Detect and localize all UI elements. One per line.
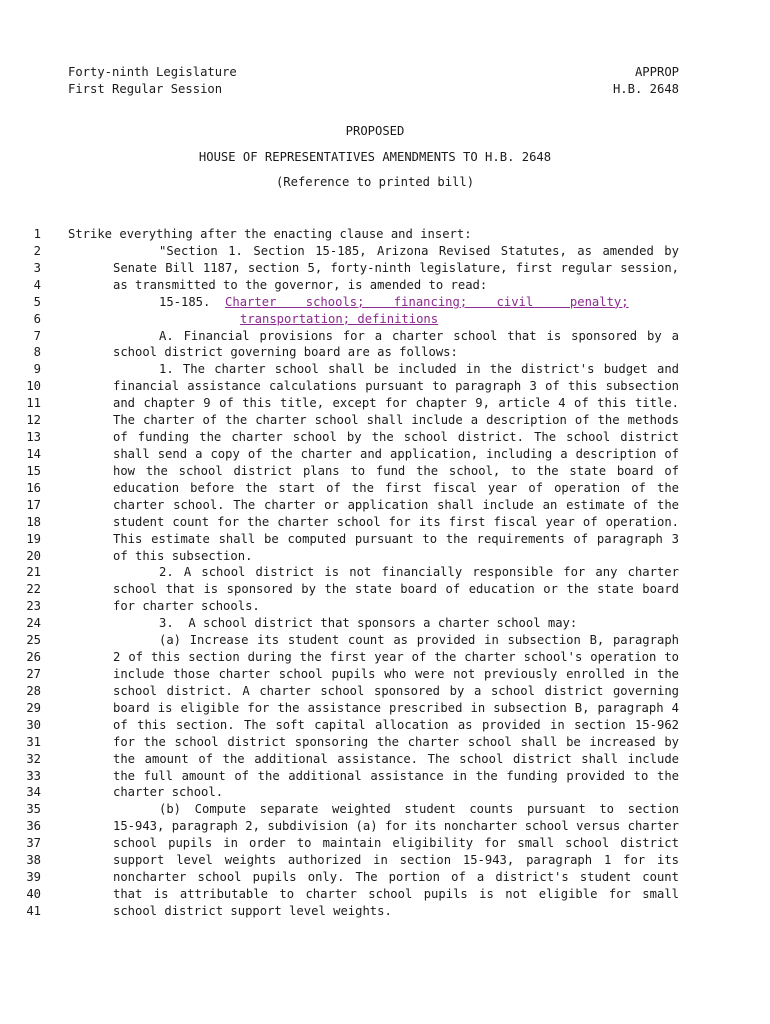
line-number: 38 <box>26 853 41 868</box>
bill-line <box>0 328 770 345</box>
bill-line <box>0 412 770 429</box>
line-number: 21 <box>26 565 41 580</box>
line-text: how the school district plans to fund the school, to the state board of <box>113 463 679 478</box>
line-text: shall send a copy of the charter and application, including a description of <box>113 446 679 461</box>
line-number: 24 <box>26 616 41 631</box>
line-number: 3 <box>33 260 41 275</box>
bill-line <box>0 226 770 243</box>
line-number: 13 <box>26 430 41 445</box>
line-number: 10 <box>26 379 41 394</box>
line-number: 22 <box>26 582 41 597</box>
bill-line <box>0 277 770 294</box>
proposed-heading: PROPOSED <box>345 124 405 138</box>
line-text: that is attributable to charter school pupils is not eligible for small <box>113 886 679 901</box>
line-number: 36 <box>26 819 41 834</box>
line-number: 15 <box>26 463 41 478</box>
line-text: education before the start of the first fiscal year of operation of the <box>113 480 679 495</box>
line-text: The charter of the charter school shall include a description of the methods <box>113 413 679 428</box>
bill-line <box>0 497 770 514</box>
bill-line <box>0 311 770 328</box>
line-text: 1. The charter school shall be included in the district's budget and <box>159 362 679 377</box>
line-number: 35 <box>26 802 41 817</box>
bill-line <box>0 514 770 531</box>
bill-line <box>0 446 770 463</box>
bill-line <box>0 683 770 700</box>
line-text: 15-185. Charter schools; financing; civil penalty; <box>159 294 629 309</box>
line-text: school district support level weights. <box>113 903 392 918</box>
bill-line <box>0 395 770 412</box>
line-text: include those charter school pupils who were not previously enrolled in the <box>113 666 679 681</box>
session-label: First Regular Session <box>68 82 223 96</box>
line-text: school that is sponsored by the state board of education or the state board <box>113 582 679 597</box>
bill-line <box>0 564 770 581</box>
line-text: student count for the charter school for its first fiscal year of operation. <box>113 514 679 529</box>
line-number: 6 <box>33 311 41 326</box>
bill-line <box>0 243 770 260</box>
line-number: 18 <box>26 514 41 529</box>
line-text: for charter schools. <box>113 599 260 614</box>
line-number: 4 <box>33 277 41 292</box>
line-text: for the school district sponsoring the charter school shall be increased by <box>113 734 679 749</box>
line-number: 2 <box>33 243 41 258</box>
line-text: as transmitted to the governor, is amended to read: <box>113 277 488 292</box>
bill-line <box>0 294 770 311</box>
line-number: 26 <box>26 650 41 665</box>
line-number: 14 <box>26 446 41 461</box>
line-text <box>240 311 679 328</box>
bill-line <box>0 344 770 361</box>
line-text: Senate Bill 1187, section 5, forty-ninth legislature, first regular session, <box>113 260 679 275</box>
line-number: 33 <box>26 768 41 783</box>
session-header <box>68 64 237 98</box>
bill-line <box>0 801 770 818</box>
bill-number: H.B. 2648 <box>612 82 679 96</box>
line-text: 2 of this section during the first year of the charter school's operation to <box>113 650 679 665</box>
line-text: financial assistance calculations pursuant to paragraph 3 of this subsection <box>113 379 679 394</box>
line-number: 39 <box>26 870 41 885</box>
line-text: the full amount of the additional assistance in the funding provided to the <box>113 768 679 783</box>
bill-line <box>0 734 770 751</box>
line-text: of this subsection. <box>113 548 253 563</box>
bill-line <box>0 751 770 768</box>
amendments-title: HOUSE OF REPRESENTATIVES AMENDMENTS TO H.B. 2648 <box>198 150 552 164</box>
line-number: 30 <box>26 717 41 732</box>
bill-line <box>0 852 770 869</box>
bill-line <box>0 818 770 835</box>
line-number: 25 <box>26 633 41 648</box>
line-number: 9 <box>33 362 41 377</box>
reference-subtitle: (Reference to printed bill) <box>275 175 475 189</box>
bill-line <box>0 649 770 666</box>
bill-text <box>0 226 770 920</box>
line-number: 28 <box>26 683 41 698</box>
legislature-label: Forty-ninth Legislature <box>68 65 237 79</box>
committee-label: APPROP <box>634 65 679 79</box>
bill-line <box>0 361 770 378</box>
line-number: 32 <box>26 751 41 766</box>
bill-line <box>0 531 770 548</box>
line-text: charter school. <box>113 785 224 800</box>
line-text: school district governing board are as follows: <box>113 345 458 360</box>
bill-line <box>0 666 770 683</box>
bill-line <box>0 429 770 446</box>
line-number: 20 <box>26 548 41 563</box>
line-text: "Section 1. Section 15-185, Arizona Revised Statutes, as amended by <box>159 243 679 258</box>
bill-line <box>0 463 770 480</box>
bill-line <box>0 480 770 497</box>
line-text: 2. A school district is not financially responsible for any charter <box>159 565 679 580</box>
line-number: 29 <box>26 700 41 715</box>
bill-line <box>0 903 770 920</box>
bill-line <box>0 378 770 395</box>
bill-line <box>0 768 770 785</box>
line-text: board is eligible for the assistance prescribed in subsection B, paragraph 4 <box>113 700 679 715</box>
bill-line <box>0 835 770 852</box>
bill-line <box>0 581 770 598</box>
line-text: A. Financial provisions for a charter school that is sponsored by a <box>159 328 679 343</box>
line-number: 11 <box>26 396 41 411</box>
bill-line <box>0 260 770 277</box>
line-number: 41 <box>26 903 41 918</box>
bill-line <box>0 632 770 649</box>
line-text: This estimate shall be computed pursuant to the requirements of paragraph 3 <box>113 531 679 546</box>
line-text: noncharter school pupils only. The portion of a district's student count <box>113 870 679 885</box>
line-number: 12 <box>26 413 41 428</box>
line-text: support level weights authorized in section 15-943, paragraph 1 for its <box>113 853 679 868</box>
bill-line <box>0 548 770 565</box>
line-text: the amount of the additional assistance. The school district shall include <box>113 751 679 766</box>
bill-line <box>0 717 770 734</box>
bill-line <box>0 615 770 632</box>
line-number: 19 <box>26 531 41 546</box>
line-text: of this section. The soft capital allocation as provided in section 15-962 <box>113 717 679 732</box>
amended-section-heading: Charter schools; financing; civil penalty; <box>225 294 629 309</box>
line-text: charter school. The charter or application shall include an estimate of the <box>113 497 679 512</box>
line-number: 37 <box>26 836 41 851</box>
bill-header <box>613 64 679 98</box>
line-number: 7 <box>33 328 41 343</box>
bill-line <box>0 886 770 903</box>
amended-section-heading: transportation; definitions <box>240 311 439 326</box>
line-text: (b) Compute separate weighted student counts pursuant to section <box>159 802 679 817</box>
line-number: 40 <box>26 886 41 901</box>
line-number: 31 <box>26 734 41 749</box>
line-number: 23 <box>26 599 41 614</box>
bill-line <box>0 598 770 615</box>
line-text: of funding the charter school by the school district. The school district <box>113 430 679 445</box>
line-text: 15-943, paragraph 2, subdivision (a) for its noncharter school versus charter <box>113 819 679 834</box>
line-number: 17 <box>26 497 41 512</box>
bill-line <box>0 700 770 717</box>
line-text: 3. A school district that sponsors a charter school may: <box>159 616 578 631</box>
line-text: Strike everything after the enacting clause and insert: <box>68 227 472 241</box>
line-number: 1 <box>33 227 41 241</box>
line-number: 34 <box>26 785 41 800</box>
line-text: school pupils in order to maintain eligibility for small school district <box>113 836 679 851</box>
bill-line <box>0 869 770 886</box>
line-number: 16 <box>26 480 41 495</box>
line-number: 5 <box>33 294 41 309</box>
line-text: and chapter 9 of this title, except for chapter 9, article 4 of this title. <box>113 396 679 411</box>
bill-line <box>0 784 770 801</box>
line-number: 27 <box>26 666 41 681</box>
line-text: school district. A charter school sponsored by a school district governing <box>113 683 679 698</box>
line-text: (a) Increase its student count as provided in subsection B, paragraph <box>159 633 679 648</box>
line-number: 8 <box>33 345 41 360</box>
